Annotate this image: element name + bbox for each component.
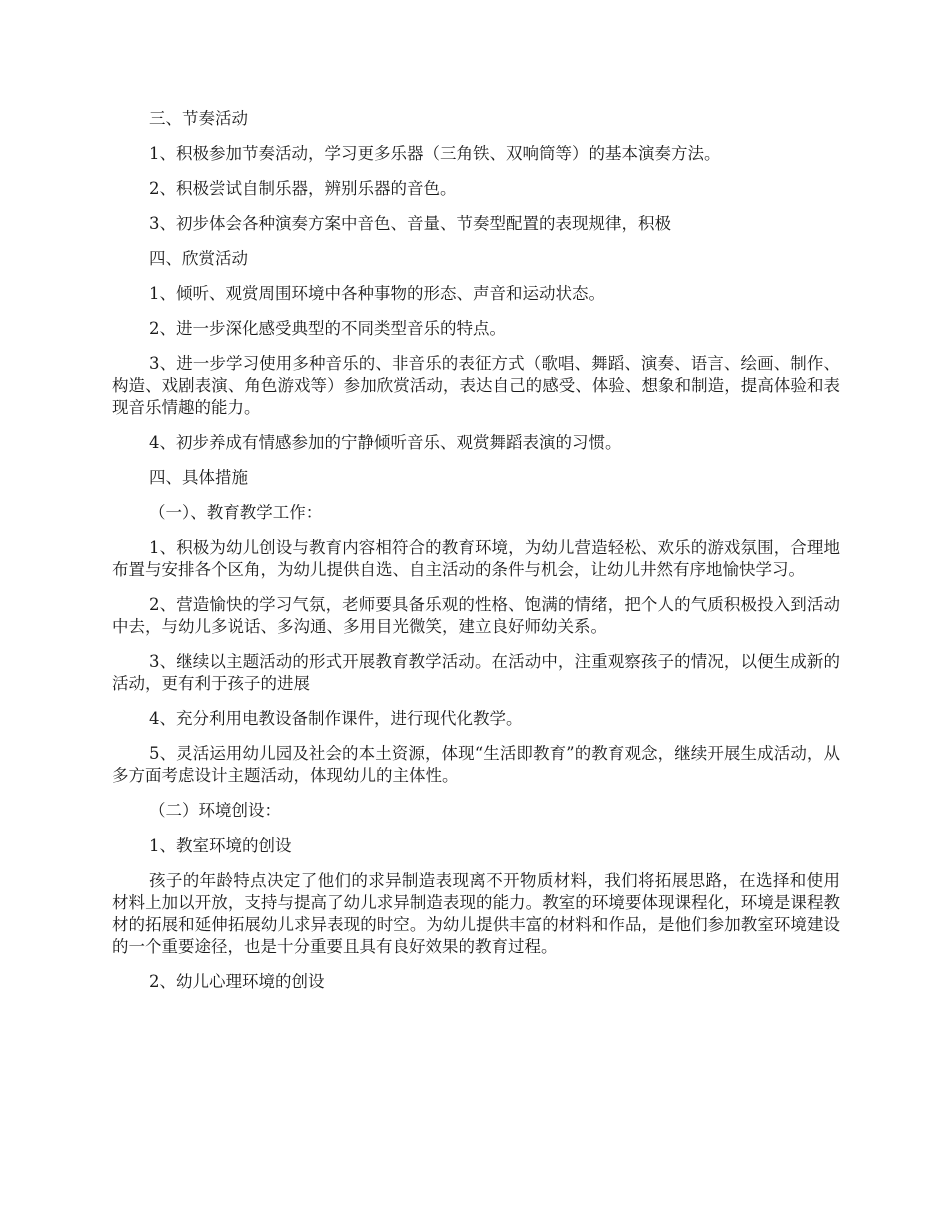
paragraph: 2、幼儿心理环境的创设 — [149, 972, 325, 991]
paragraph: 3、进一步学习使用多种音乐的、非音乐的表征方式（歌唱、舞蹈、演奏、语言、绘画、制作、构造、戏剧表演、角色游戏等）参加欣赏活动，表达自己的感受、体验、想象和制造，提高体验和表现音乐情趣的能力。 — [112, 354, 840, 417]
paragraph: 1、积极参加节奏活动，学习更多乐器（三角铁、双响筒等）的基本演奏方法。 — [149, 144, 721, 163]
heading-rhythm-activities: 三、节奏活动 — [149, 109, 248, 128]
paragraph: 1、倾听、观赏周围环境中各种事物的形态、声音和运动状态。 — [149, 284, 605, 303]
heading-specific-measures: 四、具体措施 — [149, 468, 248, 487]
paragraph: 孩子的年龄特点决定了他们的求异制造表现离不开物质材料，我们将拓展思路，在选择和使用材料上加以开放，支持与提高了幼儿求异制造表现的能力。教室的环境要体现课程化，环境是课程教材的拓展和延伸拓展幼儿求异表现的时空。为幼儿提供丰富的材料和作品，是他们参加教室环境建设的一个重要途径，也是十分重要且具有良好效果的教育过程。 — [112, 871, 840, 956]
paragraph: 1、教室环境的创设 — [149, 836, 292, 855]
heading-appreciation-activities: 四、欣赏活动 — [149, 249, 248, 268]
paragraph: 5、灵活运用幼儿园及社会的本土资源，体现“生活即教育”的教育观念，继续开展生成活动，从多方面考虑设计主题活动，体现幼儿的主体性。 — [112, 744, 840, 785]
paragraph: 4、初步养成有情感参加的宁静倾听音乐、观赏舞蹈表演的习惯。 — [149, 433, 622, 452]
paragraph: 3、继续以主题活动的形式开展教育教学活动。在活动中，注重观察孩子的情况，以便生成新的活动，更有利于孩子的进展 — [112, 652, 840, 693]
paragraph: 2、营造愉快的学习气氛，老师要具备乐观的性格、饱满的情绪，把个人的气质积极投入到活动中去，与幼儿多说话、多沟通、多用目光微笑，建立良好师幼关系。 — [112, 595, 840, 636]
document-page — [112, 108, 840, 1006]
subheading-teaching-work: （一）、教育教学工作： — [149, 503, 323, 522]
paragraph: 1、积极为幼儿创设与教育内容相符合的教育环境，为幼儿营造轻松、欢乐的游戏氛围，合理地布置与安排各个区角，为幼儿提供自选、自主活动的条件与机会，让幼儿井然有序地愉快学习。 — [112, 538, 840, 579]
subheading-environment: （二）环境创设： — [149, 801, 281, 820]
paragraph: 4、充分利用电教设备制作课件，进行现代化教学。 — [149, 709, 523, 728]
paragraph: 2、积极尝试自制乐器，辨别乐器的音色。 — [149, 179, 457, 198]
paragraph: 3、初步体会各种演奏方案中音色、音量、节奏型配置的表现规律，积极 — [149, 214, 671, 233]
paragraph: 2、进一步深化感受典型的不同类型音乐的特点。 — [149, 319, 506, 338]
